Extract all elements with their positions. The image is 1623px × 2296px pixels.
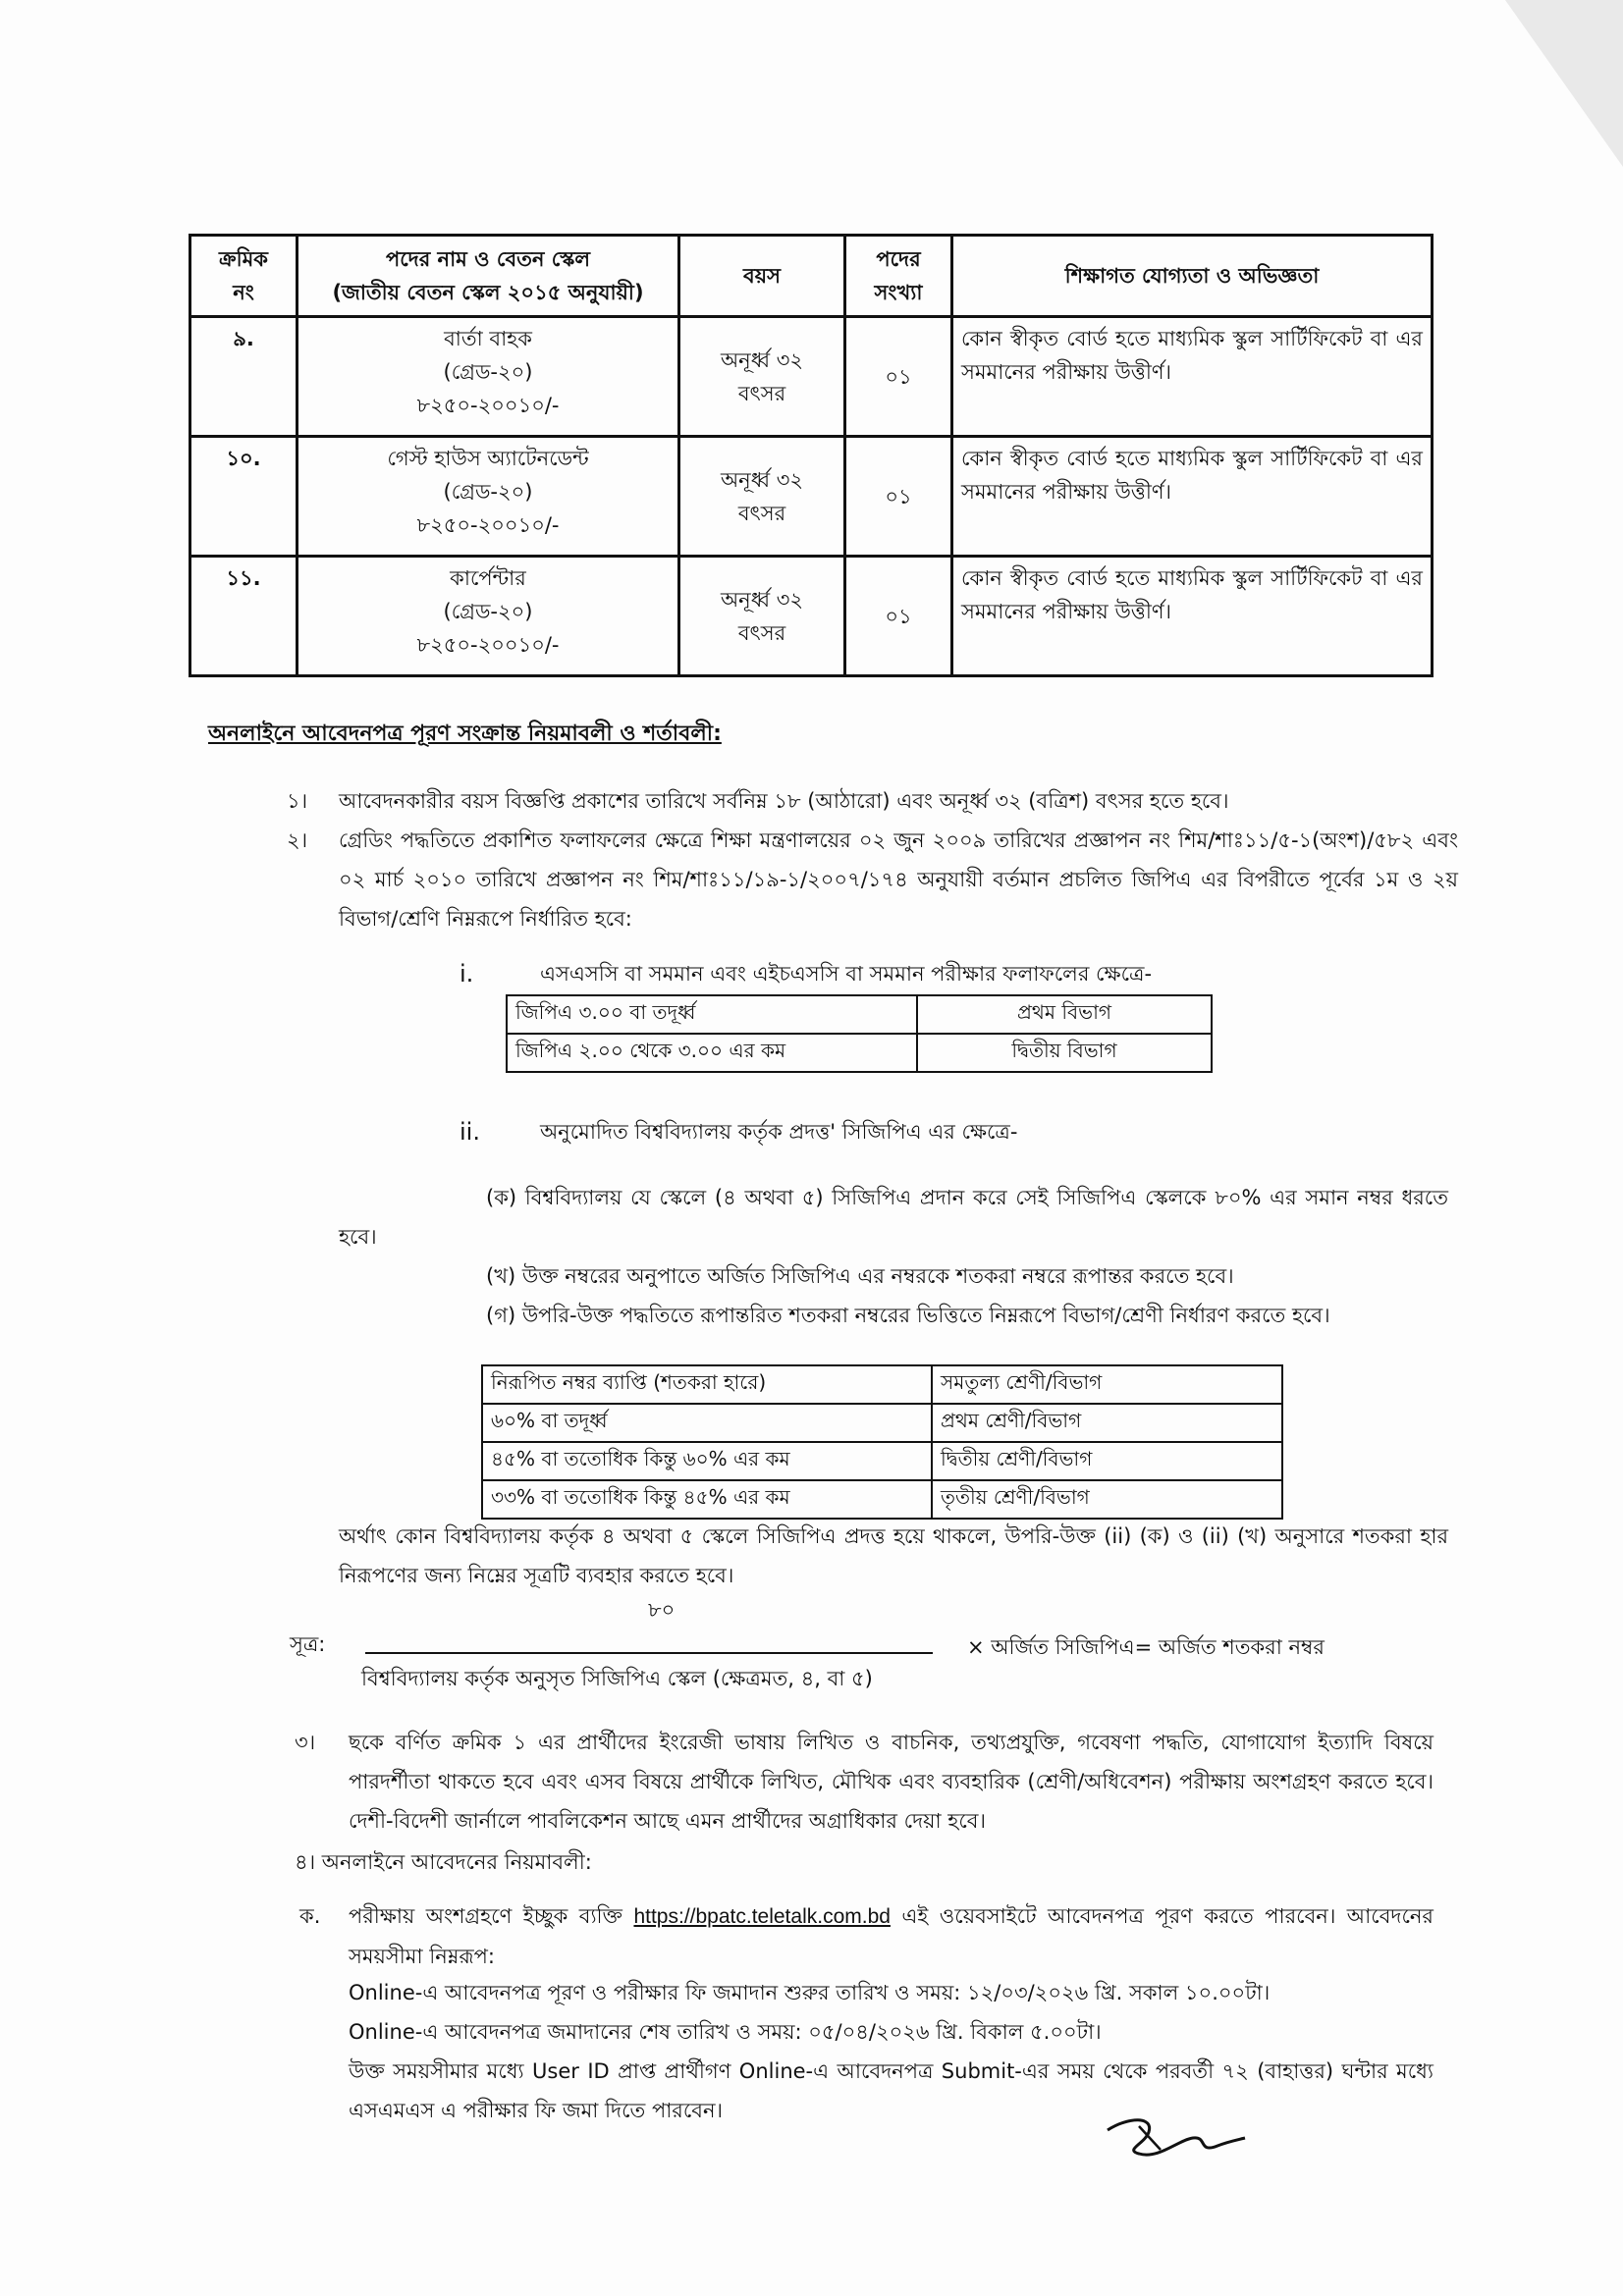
gpa-table <box>506 994 1213 1073</box>
table-row <box>482 1404 1282 1442</box>
row-post: বার্তা বাহক (গ্রেড-২০) ৮২৫০-২০০১০/- <box>298 317 679 437</box>
gpa-division: দ্বিতীয় বিভাগ <box>917 1034 1212 1072</box>
sub-ii-text: অনুমোদিত বিশ্ববিদ্যালয় কর্তৃক প্রদত্ত' সিজিপিএ এর ক্ষেত্রে- <box>540 1120 1018 1144</box>
pct-division: সমতুল্য শ্রেণী/বিভাগ <box>932 1365 1282 1404</box>
header-age: বয়স <box>679 236 845 317</box>
percentage-table <box>481 1364 1283 1520</box>
row-count: ০১ <box>845 437 952 557</box>
table-row <box>190 437 1433 557</box>
pct-range: ৪৫% বা ততোধিক কিন্তু ৬০% এর কম <box>482 1442 932 1480</box>
rule-4-heading: ৪। অনলাইনে আবেদনের নিয়মাবলী: <box>295 1850 592 1874</box>
table-row <box>482 1442 1282 1480</box>
pct-range: নিরূপিত নম্বর ব্যাপ্তি (শতকরা হারে) <box>482 1365 932 1404</box>
row-count: ০১ <box>845 557 952 676</box>
header-serial: ক্রমিক নং <box>190 236 298 317</box>
table-row <box>190 317 1433 437</box>
online-start-date: Online-এ আবেদনপত্র পূরণ ও পরীক্ষার ফি জমাদান শুরুর তারিখ ও সময়: ১২/০৩/২০২৬ খ্রি. সকাল ১০.০০টা। <box>349 1981 1271 2004</box>
userid-instruction: উক্ত সময়সীমার মধ্যে User ID প্রাপ্ত প্রার্থীগণ Online-এ আবেদনপত্র Submit-এর সময় থেকে পরবর্তী ৭২ (বাহাত্তর) ঘন্টার মধ্যে এসএমএস এ পরীক্ষার ফি জমা দিতে পারবেন। <box>349 2059 1434 2122</box>
row-post: গেস্ট হাউস অ্যাটেনডেন্ট (গ্রেড-২০) ৮২৫০-২০০১০/- <box>298 437 679 557</box>
formula-fraction-bar <box>365 1652 933 1654</box>
row-age: অনূর্ধ্ব ৩২ বৎসর <box>679 437 845 557</box>
row-serial: ১০. <box>190 437 298 557</box>
gpa-range: জিপিএ ৩.০০ বা তদূর্ধ্ব <box>507 995 917 1034</box>
rule-3-number: ৩। <box>295 1731 316 1754</box>
table-row <box>482 1365 1282 1404</box>
table-header-row <box>190 236 1433 317</box>
formula-label: সূত্র: <box>290 1632 326 1656</box>
bpatc-website-link[interactable]: https://bpatc.teletalk.com.bd <box>633 1905 891 1928</box>
sub-i-text: এসএসসি বা সমমান এবং এইচএসসি বা সমমান পরীক্ষার ফলাফলের ক্ষেত্রে- <box>540 962 1153 986</box>
online-end-date: Online-এ আবেদনপত্র জমাদানের শেষ তারিখ ও সময়: ০৫/০৪/২০২৬ খ্রি. বিকাল ৫.০০টা। <box>349 2020 1102 2044</box>
row-age: অনূর্ধ্ব ৩২ বৎসর <box>679 557 845 676</box>
table-row <box>482 1480 1282 1519</box>
row-qualification: কোন স্বীকৃত বোর্ড হতে মাধ্যমিক স্কুল সার্টিফিকেট বা এর সমমানের পরীক্ষায় উত্তীর্ণ। <box>952 437 1433 557</box>
sub-ii-label: ii. <box>460 1118 480 1146</box>
item-ka-text: পরীক্ষায় অংশগ্রহণে ইচ্ছুক ব্যক্তি https://bpatc.teletalk.com.bd এই ওয়েবসাইটে আবেদনপত্র পূরণ করতে পারবেন। আবেদনের সময়সীমা নিম্নরূপ: <box>349 1904 1434 1968</box>
rule-2-text: গ্রেডিং পদ্ধতিতে প্রকাশিত ফলাফলের ক্ষেত্রে শিক্ষা মন্ত্রণালয়ের ০২ জুন ২০০৯ তারিখের প্রজ্ঞাপন নং শিম/শাঃ১১/৫-১(অংশ)/৫৮২ এবং ০২ মার্চ ২০১০ তারিখে প্রজ্ঞাপন নং শিম/শাঃ১১/১৯-১/২০০৭/১৭৪ অনুযায়ী বর্তমান প্রচলিত জিপিএ এর বিপরীতে পূর্বের ১ম ও ২য় বিভাগ/শ্রেণি নিম্নরূপে নির্ধারিত হবে: <box>339 828 1458 931</box>
page-fold <box>1505 0 1623 167</box>
row-serial: ৯. <box>190 317 298 437</box>
header-qualification: শিক্ষাগত যোগ্যতা ও অভিজ্ঞতা <box>952 236 1433 317</box>
posts-table <box>189 234 1434 677</box>
rule-3-text: ছকে বর্ণিত ক্রমিক ১ এর প্রার্থীদের ইংরেজী ভাষায় লিখিত ও বাচনিক, তথ্যপ্রযুক্তি, গবেষণা পদ্ধতি, যোগাযোগ ইত্যাদি বিষয়ে পারদর্শীতা থাকতে হবে এবং এসব বিষয়ে প্রার্থীকে লিখিত, মৌখিক এবং ব্যবহারিক (শ্রেণী/অধিবেশন) পরীক্ষায় অংশগ্রহণ করতে হবে। দেশী-বিদেশী জার্নালে পাবলিকেশন আছে এমন প্রার্থীদের অগ্রাধিকার দেয়া হবে। <box>349 1731 1434 1833</box>
row-age: অনূর্ধ্ব ৩২ বৎসর <box>679 317 845 437</box>
rules-heading: অনলাইনে আবেদনপত্র পূরণ সংক্রান্ত নিয়মাবলী ও শর্তাবলী: <box>208 721 722 746</box>
clause-kha: (খ) উক্ত নম্বরের অনুপাতে অর্জিত সিজিপিএ এর নম্বরকে শতকরা নম্বরে রূপান্তর করতে হবে। <box>486 1264 1234 1288</box>
row-qualification: কোন স্বীকৃত বোর্ড হতে মাধ্যমিক স্কুল সার্টিফিকেট বা এর সমমানের পরীক্ষায় উত্তীর্ণ। <box>952 557 1433 676</box>
formula-numerator: ৮০ <box>648 1598 676 1622</box>
gpa-range: জিপিএ ২.০০ থেকে ৩.০০ এর কম <box>507 1034 917 1072</box>
item-ka-label: ক. <box>299 1904 321 1928</box>
rule-2-number: ২। <box>287 828 308 852</box>
formula-denominator: বিশ্ববিদ্যালয় কর্তৃক অনুসৃত সিজিপিএ স্কেল (ক্ষেত্রমত, ৪, বা ৫) <box>361 1667 873 1690</box>
row-qualification: কোন স্বীকৃত বোর্ড হতে মাধ্যমিক স্কুল সার্টিফিকেট বা এর সমমানের পরীক্ষায় উত্তীর্ণ। <box>952 317 1433 437</box>
formula-intro: অর্থাৎ কোন বিশ্ববিদ্যালয় কর্তৃক ৪ অথবা ৫ স্কেলে সিজিপিএ প্রদত্ত হয়ে থাকলে, উপরি-উক্ত (ii) (ক) ও (ii) (খ) অনুসারে শতকরা হার নিরূপণের জন্য নিম্নের সূত্রটি ব্যবহার করতে হবে। <box>339 1524 1448 1587</box>
pct-division: প্রথম শ্রেণী/বিভাগ <box>932 1404 1282 1442</box>
pct-range: ৬০% বা তদূর্ধ্ব <box>482 1404 932 1442</box>
table-row <box>507 1034 1212 1072</box>
sub-i-label: i. <box>460 960 474 988</box>
rule-1-text: আবেদনকারীর বয়স বিজ্ঞপ্তি প্রকাশের তারিখে সর্বনিম্ন ১৮ (আঠারো) এবং অনূর্ধ্ব ৩২ (বত্রিশ) বৎসর হতে হবে। <box>339 789 1229 813</box>
header-post: পদের নাম ও বেতন স্কেল (জাতীয় বেতন স্কেল ২০১৫ অনুযায়ী) <box>298 236 679 317</box>
row-post: কার্পেন্টার (গ্রেড-২০) ৮২৫০-২০০১০/- <box>298 557 679 676</box>
formula-rhs: × অর্জিত সিজিপিএ= অর্জিত শতকরা নম্বর <box>967 1635 1325 1659</box>
pct-range: ৩৩% বা ততোধিক কিন্তু ৪৫% এর কম <box>482 1480 932 1519</box>
clause-ka: (ক) বিশ্ববিদ্যালয় যে স্কেলে (৪ অথবা ৫) সিজিপিএ প্রদান করে সেই সিজিপিএ স্কেলকে ৮০% এর সমান নম্বর ধরতে হবে। <box>339 1186 1448 1249</box>
signature-mark <box>1100 2110 1247 2169</box>
pct-division: দ্বিতীয় শ্রেণী/বিভাগ <box>932 1442 1282 1480</box>
row-serial: ১১. <box>190 557 298 676</box>
gpa-division: প্রথম বিভাগ <box>917 995 1212 1034</box>
table-row <box>507 995 1212 1034</box>
row-count: ০১ <box>845 317 952 437</box>
table-row <box>190 557 1433 676</box>
pct-division: তৃতীয় শ্রেণী/বিভাগ <box>932 1480 1282 1519</box>
header-count: পদের সংখ্যা <box>845 236 952 317</box>
clause-ga: (গ) উপরি-উক্ত পদ্ধতিতে রূপান্তরিত শতকরা নম্বরের ভিত্তিতে নিম্নরূপে বিভাগ/শ্রেণী নির্ধারণ করতে হবে। <box>486 1304 1330 1327</box>
rule-1-number: ১। <box>287 789 308 813</box>
